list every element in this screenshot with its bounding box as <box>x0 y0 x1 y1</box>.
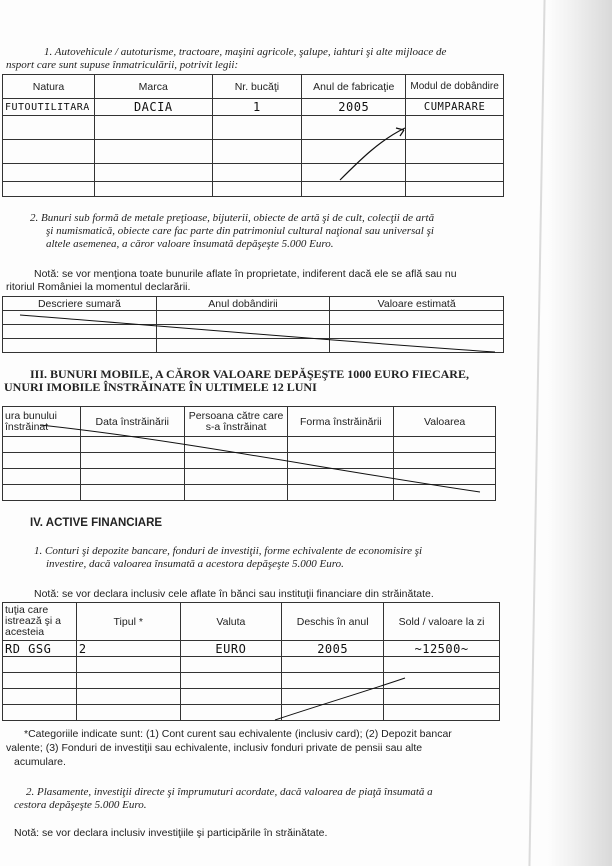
col-valuta: Valuta <box>180 603 282 641</box>
page-fold <box>528 0 545 866</box>
vehicles-header-row <box>3 75 504 99</box>
account-year-value: 2005 <box>282 641 384 657</box>
col-natura-bunului: ura bunului înstrăinat <box>3 407 81 437</box>
account-type-value: 2 <box>76 641 180 657</box>
vehicle-marca-value: DACIA <box>94 99 212 116</box>
alienated-header-row <box>3 407 496 437</box>
col-persoana: Persoana către care s-a înstrăinat <box>184 407 288 437</box>
vehicle-count-value: 1 <box>212 99 302 116</box>
table-row <box>3 99 504 116</box>
table-row <box>3 325 504 339</box>
table-row <box>3 437 496 453</box>
table-row <box>3 689 500 705</box>
table-row <box>3 164 504 182</box>
table-row <box>3 485 496 501</box>
vehicle-acquisition-value: CUMPARARE <box>406 99 504 116</box>
table-row <box>3 339 504 353</box>
vehicles-heading-line2: nsport care sunt supuse înmatriculării, potrivit legii: <box>6 59 239 71</box>
accounts-note: Notă: se vor declara inclusiv cele aflate în bănci sau instituţii financiare din străinătate. <box>34 588 434 600</box>
table-row <box>3 182 504 197</box>
vehicle-year-value: 2005 <box>302 99 406 116</box>
col-sold: Sold / valoare la zi <box>384 603 500 641</box>
categories-footnote-line2: valente; (3) Fonduri de investiţii sau echivalente, inclusiv fonduri private de pensii sau alte <box>6 742 423 754</box>
vehicle-natura-value: FUTOUTILITARA <box>3 99 95 116</box>
table-row <box>3 673 500 689</box>
valuables-note-line1: Notă: se vor menţiona toate bunurile aflate în proprietate, indiferent dacă ele se află sau nu <box>34 268 457 280</box>
valuables-table <box>2 296 504 353</box>
vehicles-table <box>2 74 504 197</box>
col-nr-bucati: Nr. bucăţi <box>212 75 302 99</box>
table-row <box>3 453 496 469</box>
valuables-header-row <box>3 297 504 311</box>
account-institution-value: RD GSG <box>3 641 77 657</box>
categories-footnote-line1: *Categoriile indicate sunt: (1) Cont curent sau echivalente (inclusiv card); (2) Depozit bancar <box>24 728 452 740</box>
col-forma-instrainarii: Forma înstrăinării <box>288 407 394 437</box>
col-valoarea: Valoarea <box>394 407 496 437</box>
table-row <box>3 641 500 657</box>
col-institutia: tuţia care istrează şi a acesteia <box>3 603 77 641</box>
valuables-text-line2: şi numismatică, obiecte care fac parte din patrimoniul cultural naţional sau universal şi <box>46 225 434 237</box>
accounts-text-line2: investire, dacă valoarea însumată a acestora depăşeşte 5.000 Euro. <box>46 558 344 570</box>
section-iv-title: IV. ACTIVE FINANCIARE <box>30 517 163 529</box>
table-row <box>3 116 504 140</box>
col-valoare-estimata: Valoare estimată <box>330 297 504 311</box>
col-natura: Natura <box>3 75 95 99</box>
section-iii-title-line2: UNURI IMOBILE ÎNSTRĂINATE ÎN ULTIMELE 12 LUNI <box>4 380 317 394</box>
categories-footnote-line3: acumulare. <box>14 756 66 768</box>
col-anul-fabricatie: Anul de fabricaţie <box>302 75 406 99</box>
placements-text-line1: 2. Plasamente, investiţii directe şi împrumuturi acordate, dacă valoarea de piaţă însumată a <box>26 786 433 798</box>
col-marca: Marca <box>94 75 212 99</box>
col-data-instrainarii: Data înstrăinării <box>80 407 184 437</box>
placements-text-line2: cestora depăşeşte 5.000 Euro. <box>14 799 147 811</box>
placements-note: Notă: se vor declara inclusiv investiţiile şi participările în străinătate. <box>14 827 328 839</box>
table-row <box>3 657 500 673</box>
table-row <box>3 705 500 721</box>
accounts-header-row <box>3 603 500 641</box>
col-tipul: Tipul * <box>76 603 180 641</box>
bank-accounts-table <box>2 602 500 721</box>
accounts-text-line1: 1. Conturi şi depozite bancare, fonduri de investiţii, forme echivalente de economisire şi <box>34 545 423 557</box>
col-modul-dobandire: Modul de dobândire <box>406 75 504 99</box>
account-balance-value: ~12500~ <box>384 641 500 657</box>
section-iii-title-line1: III. BUNURI MOBILE, A CĂROR VALOARE DEPĂŞEŞTE 1000 EURO FIECARE, <box>30 367 469 381</box>
valuables-note-line2: ritoriul României la momentul declarării. <box>6 281 191 293</box>
vehicles-heading-line1: 1. Autovehicule / autoturisme, tractoare, maşini agricole, şalupe, iahturi şi alte mijloace de <box>44 46 447 58</box>
valuables-text-line1: 2. Bunuri sub formă de metale preţioase, bijuterii, obiecte de artă şi de cult, colecţii de artă <box>30 212 435 224</box>
account-currency-value: EURO <box>180 641 282 657</box>
table-row <box>3 140 504 164</box>
page-edge-shadow <box>548 0 612 866</box>
col-deschis-in-anul: Deschis în anul <box>282 603 384 641</box>
table-row <box>3 311 504 325</box>
table-row <box>3 469 496 485</box>
col-anul-dobandirii: Anul dobândirii <box>156 297 330 311</box>
valuables-text-line3: altele asemenea, a căror valoare însumată depăşeşte 5.000 Euro. <box>46 238 334 250</box>
col-descriere: Descriere sumară <box>3 297 157 311</box>
alienated-assets-table <box>2 406 496 501</box>
